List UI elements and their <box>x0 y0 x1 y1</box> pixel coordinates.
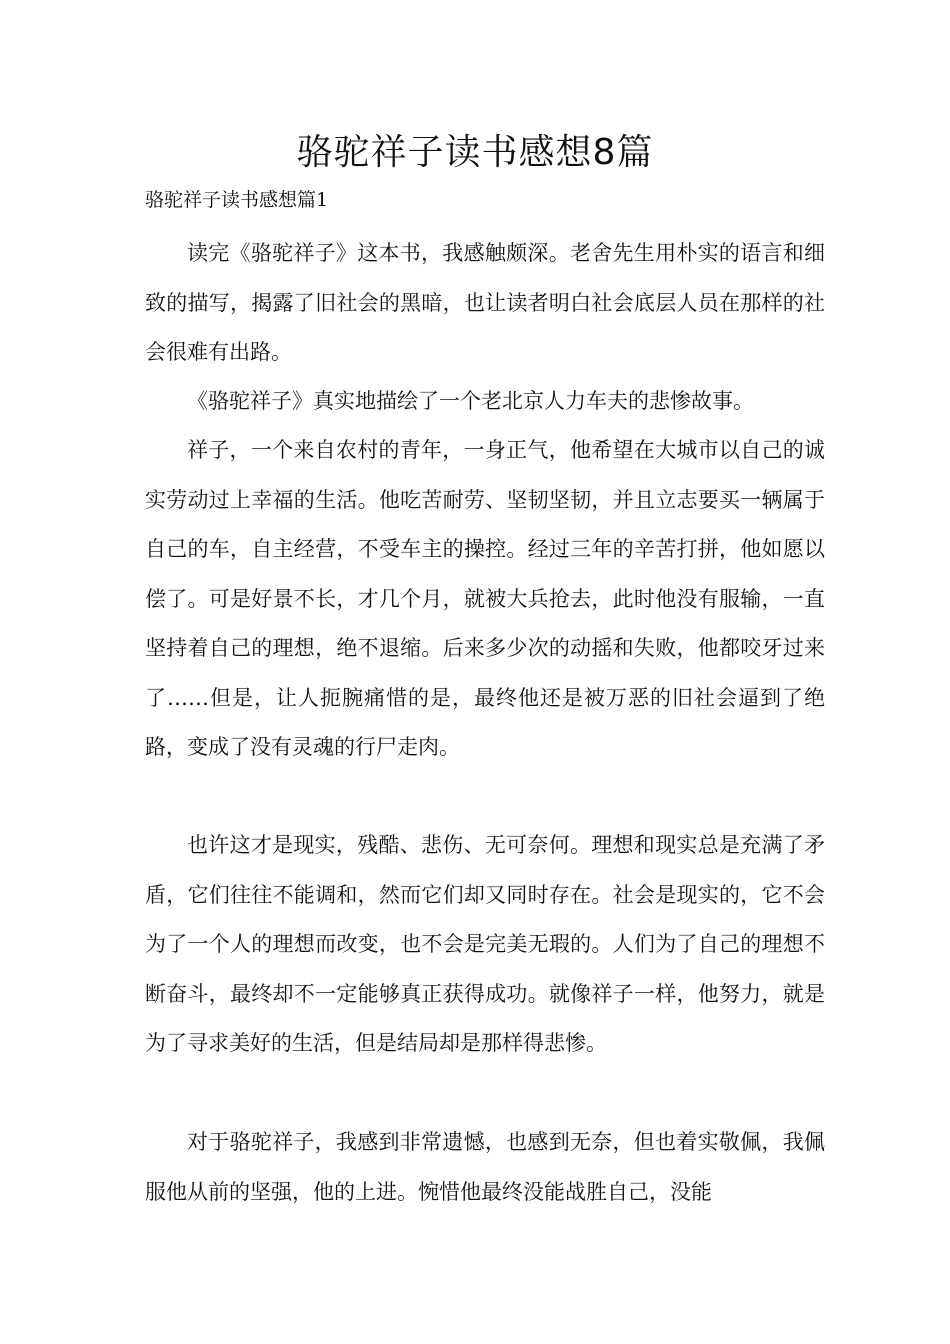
paragraph-4: 也许这才是现实，残酷、悲伤、无可奈何。理想和现实总是充满了矛盾，它们往往不能调和，然而它们却又同时存在。社会是现实的，它不会为了一个人的理想而改变，也不会是完美无瑕的。人们为了自己的理想不断奋斗，最终却不一定能够真正获得成功。就像祥子一样，他努力，就是为了寻求美好的生活，但是结局却是那样得悲惨。 <box>145 833 825 1055</box>
paragraph-2: 《骆驼祥子》真实地描绘了一个老北京人力车夫的悲惨故事。 <box>187 389 754 413</box>
document-title: 骆驼祥子读书感想8篇 <box>296 132 654 173</box>
section-heading: 骆驼祥子读书感想篇1 <box>145 189 329 211</box>
paragraph-1: 读完《骆驼祥子》这本书，我感触颇深。老舍先生用朴实的语言和细致的描写，揭露了旧社会的黑暗，也让读者明白社会底层人员在那样的社会很难有出路。 <box>145 241 825 364</box>
paragraph-5: 对于骆驼祥子，我感到非常遗憾，也感到无奈，但也着实敬佩，我佩服他从前的坚强，他的上进。惋惜他最终没能战胜自己，没能 <box>145 1130 825 1204</box>
paragraph-3: 祥子，一个来自农村的青年，一身正气，他希望在大城市以自己的诚实劳动过上幸福的生活。他吃苦耐劳、坚韧坚韧，并且立志要买一辆属于自己的车，自主经营，不受车主的操控。经过三年的辛苦打拼，他如愿以偿了。可是好景不长，才几个月，就被大兵抢去，此时他没有服输，一直坚持着自己的理想，绝不退缩。后来多少次的动摇和失败，他都咬牙过来了……但是，让人扼腕痛惜的是，最终他还是被万恶的旧社会逼到了绝路，变成了没有灵魂的行尸走肉。 <box>145 438 825 759</box>
